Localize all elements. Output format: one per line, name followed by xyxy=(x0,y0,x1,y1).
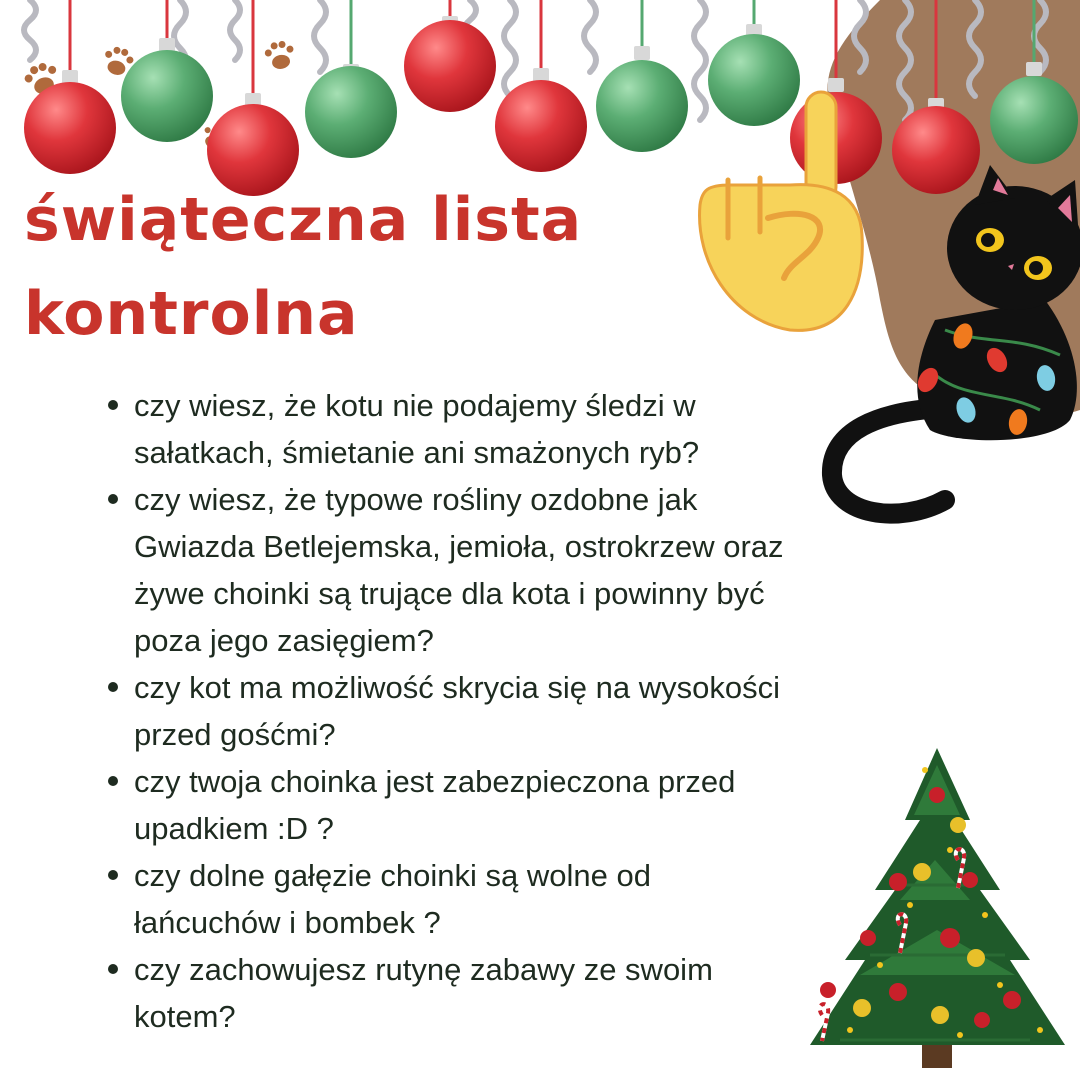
paw-print-icon xyxy=(263,39,296,71)
list-item xyxy=(108,758,788,852)
list-item xyxy=(108,852,788,946)
list-item-text: czy wiesz, że kotu nie podajemy śledzi w sałatkach, śmietanie ani smażonych ryb? xyxy=(134,388,700,470)
christmas-tree-icon xyxy=(810,748,1065,1068)
bullet-icon xyxy=(108,964,118,974)
list-item-text: czy twoja choinka jest zabezpieczona przed upadkiem :D ? xyxy=(134,764,736,846)
list-item xyxy=(108,476,788,664)
page-title-line1: świąteczna lista xyxy=(24,185,583,255)
bullet-icon xyxy=(108,870,118,880)
page-title-line2: kontrolna xyxy=(24,279,359,349)
ornament-red xyxy=(207,0,299,196)
list-item-text: czy wiesz, że typowe rośliny ozdobne jak Gwiazda Betlejemska, jemioła, ostrokrzew oraz żywe choinki są trujące dla kota i powinny być poza jego zasięgiem? xyxy=(134,482,784,658)
bullet-icon xyxy=(108,494,118,504)
bullet-icon xyxy=(108,682,118,692)
list-item-text: czy dolne gałęzie choinki są wolne od łańcuchów i bombek ? xyxy=(134,858,651,940)
ornament-green xyxy=(121,0,213,142)
bullet-icon xyxy=(108,400,118,410)
list-item xyxy=(108,946,788,1040)
checklist xyxy=(108,382,788,1040)
ornament-red xyxy=(404,0,496,112)
ornament-green xyxy=(596,0,688,152)
list-item-text: czy kot ma możliwość skrycia się na wysokości przed gośćmi? xyxy=(134,670,780,752)
list-item xyxy=(108,664,788,758)
ornament-green xyxy=(708,0,800,126)
bullet-icon xyxy=(108,776,118,786)
list-item-text: czy zachowujesz rutynę zabawy ze swoim kotem? xyxy=(134,952,713,1034)
list-item xyxy=(108,382,788,476)
